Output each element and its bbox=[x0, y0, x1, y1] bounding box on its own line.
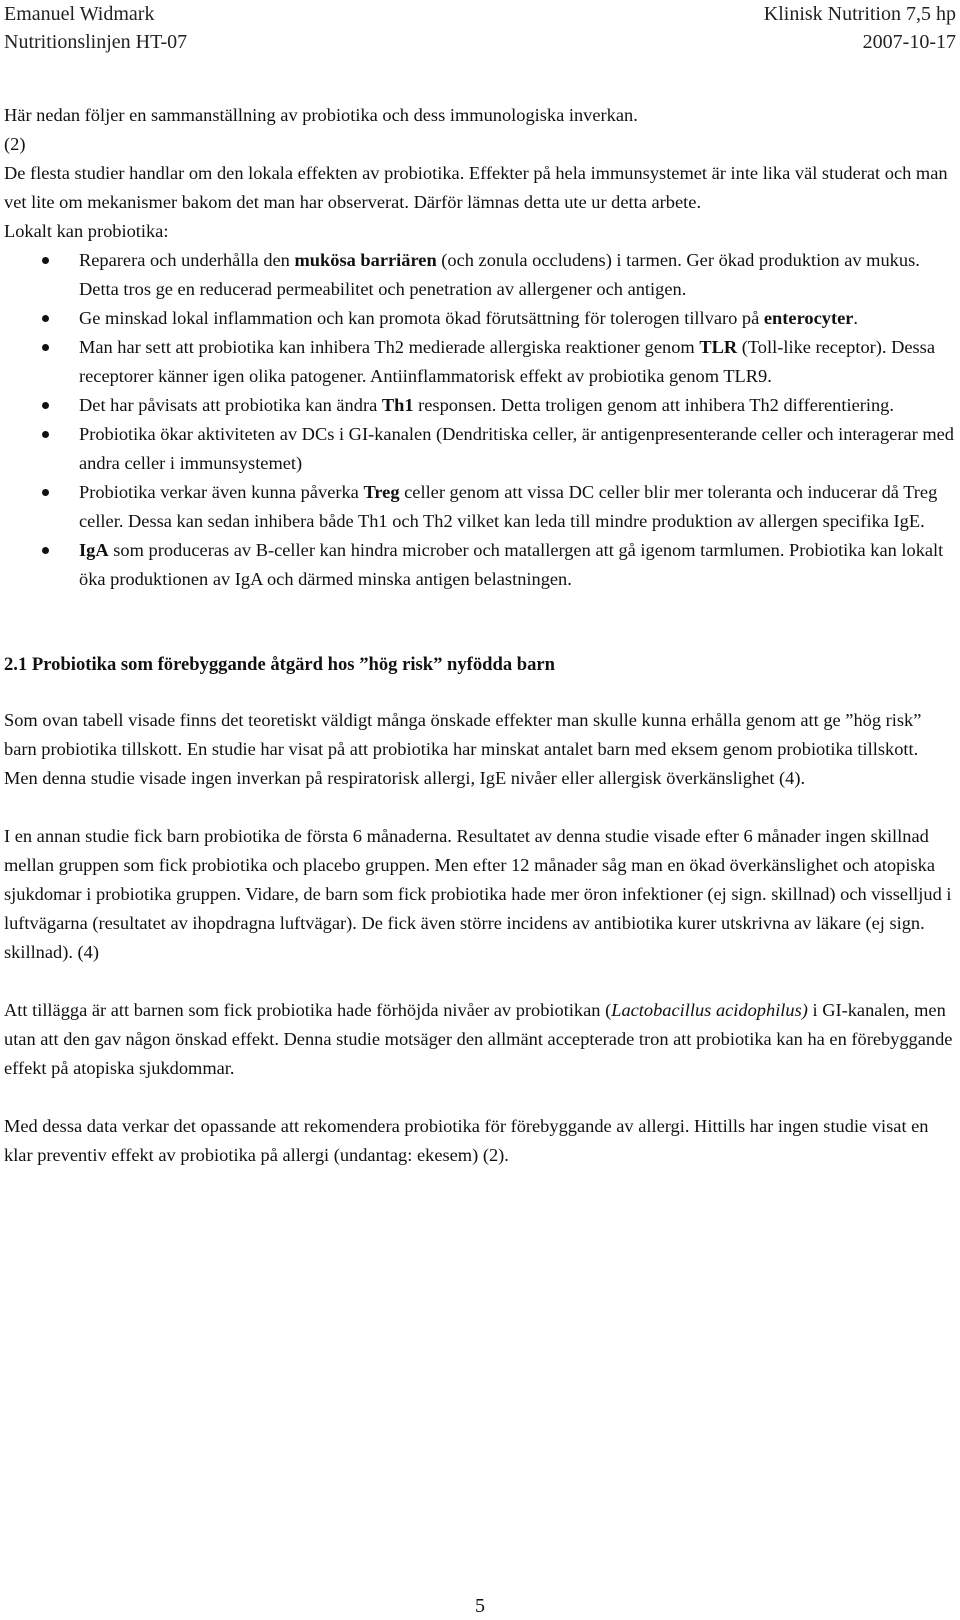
section-heading: 2.1 Probiotika som förebyggande åtgärd hos ”hög risk” nyfödda barn bbox=[4, 654, 556, 675]
bold-term: TLR bbox=[699, 337, 738, 357]
page-number: 5 bbox=[475, 1595, 485, 1617]
bullet-icon bbox=[42, 489, 49, 496]
list-item: IgA som produceras av B-celler kan hindra microber och matallergen att gå igenom tarmlumen. Probiotika kan lokalt öka produktionen av IgA och därmed minska antigen belastningen. bbox=[4, 536, 956, 594]
list-item: Reparera och underhålla den mukösa barriären (och zonula occludens) i tarmen. Ger ökad produktion av mukus. Detta tros ge en reducerad permeabilitet och penetration av allergener och antigen. bbox=[4, 246, 956, 304]
intro-scope-paragraph: De flesta studier handlar om den lokala effekten av probiotika. Effekter på hela immunsystemet är inte lika väl studerat och man vet lite om mekanismer bakom det man har observerat. Därför lämnas detta ute ur detta arbete. bbox=[4, 163, 948, 212]
list-item: Ge minskad lokal inflammation och kan promota ökad förutsättning för tolerogen tillvaro på enterocyter. bbox=[4, 304, 956, 333]
header-date: 2007-10-17 bbox=[862, 31, 956, 53]
bold-term: enterocyter bbox=[763, 308, 854, 328]
header-author: Emanuel Widmark bbox=[4, 3, 155, 25]
list-item: Man har sett att probiotika kan inhibera Th2 medierade allergiska reaktioner genom TLR (Toll-like receptor). Dessa receptorer känner igen olika patogener. Antiinflammatorisk effekt av probiotika genom TLR9. bbox=[4, 333, 956, 391]
bullets-lead-in: Lokalt kan probiotika: bbox=[4, 221, 169, 241]
probiotic-effects-list bbox=[4, 246, 956, 594]
list-item: Probiotika ökar aktiviteten av DCs i GI-kanalen (Dendritiska celler, är antigenpresenterande celler och interagerar med andra celler i immunsystemet) bbox=[4, 420, 956, 478]
bullet-icon bbox=[42, 402, 49, 409]
bullet-icon bbox=[42, 315, 49, 322]
bullet-icon bbox=[42, 431, 49, 438]
list-item: Probiotika verkar även kunna påverka Treg celler genom att vissa DC celler blir mer toleranta och inducerar då Treg celler. Dessa kan sedan inhibera både Th1 och Th2 vilket kan leda till mindre produktion av allergen specifika IgE. bbox=[4, 478, 956, 536]
bold-term: Th1 bbox=[381, 395, 414, 415]
page-header bbox=[4, 0, 956, 56]
intro-paragraph: Här nedan följer en sammanställning av probiotika och dess immunologiska inverkan. bbox=[4, 105, 638, 125]
bold-term: Treg bbox=[363, 482, 400, 502]
document-body bbox=[4, 101, 956, 1170]
section-paragraph: Som ovan tabell visade finns det teoretiskt väldigt många önskade effekter man skulle kunna erhålla genom att ge ”hög risk” barn probiotika tillskott. En studie har visat på att probiotika har minskat antalet barn med eksem genom probiotika tillskott. Men denna studie visade ingen inverkan på respiratorisk allergi, IgE nivåer eller allergisk överkänslighet (4). bbox=[4, 710, 922, 788]
bullet-icon bbox=[42, 344, 49, 351]
header-program: Nutritionslinjen HT-07 bbox=[4, 31, 188, 53]
header-course: Klinisk Nutrition 7,5 hp bbox=[763, 3, 956, 25]
species-name: Lactobacillus acidophilus) bbox=[611, 1000, 808, 1020]
intro-reference: (2) bbox=[4, 134, 26, 154]
bullet-icon bbox=[42, 547, 49, 554]
section-paragraph: I en annan studie fick barn probiotika de första 6 månaderna. Resultatet av denna studie visade efter 6 månader ingen skillnad mellan gruppen som fick probiotika och placebo gruppen. Men efter 12 månader såg man en ökad överkänslighet och atopiska sjukdomar i probiotika gruppen. Vidare, de barn som fick probiotika hade mer öron infektioner (ej sign. skillnad) och visselljud i luftvägarna (resultatet av ihopdragna luftvägar). De fick även större incidens av antibiotika kurer utskrivna av läkare (ej sign. skillnad). (4) bbox=[4, 826, 952, 962]
section-paragraph: Att tillägga är att barnen som fick probiotika hade förhöjda nivåer av probiotikan (Lactobacillus acidophilus) i GI-kanalen, men utan att den gav någon önskad effekt. Denna studie motsäger den allmänt accepterade tron att probiotika kan ha en förebyggande effekt på atopiska sjukdommar. bbox=[4, 1000, 953, 1078]
list-item: Det har påvisats att probiotika kan ändra Th1 responsen. Detta troligen genom att inhibera Th2 differentiering. bbox=[4, 391, 956, 420]
bold-term: IgA bbox=[79, 540, 109, 560]
section-paragraph: Med dessa data verkar det opassande att rekomendera probiotika för förebyggande av allergi. Hittills har ingen studie visat en klar preventiv effekt av probiotika på allergi (undantag: ekesem) (2). bbox=[4, 1116, 929, 1165]
bold-term: mukösa barriären bbox=[294, 250, 437, 270]
bullet-icon bbox=[42, 257, 49, 264]
